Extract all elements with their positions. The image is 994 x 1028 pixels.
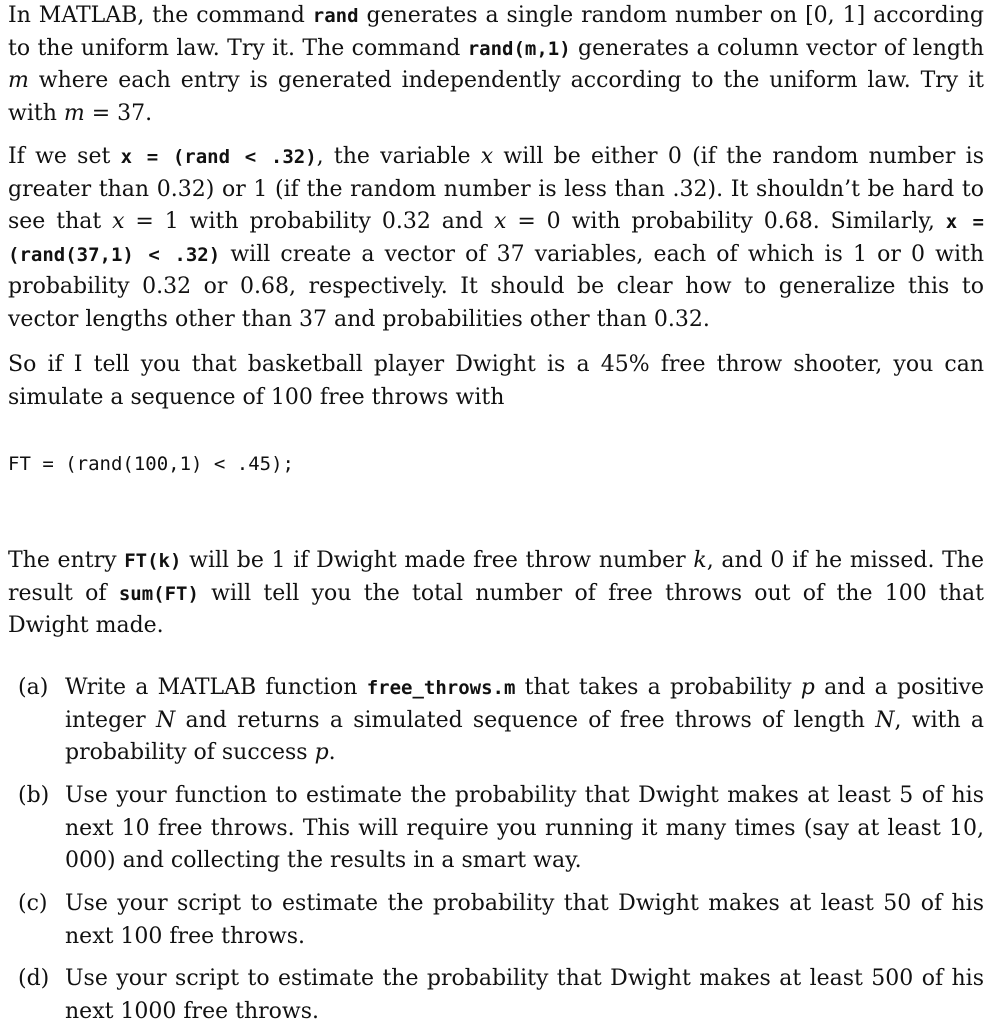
text: In MATLAB, the command (8, 3, 313, 28)
text: = 37. (84, 100, 153, 126)
question-item-a (18, 672, 984, 770)
code-ft-k: FT(k) (124, 550, 182, 572)
item-label: (c) (18, 891, 48, 916)
item-label: (a) (18, 675, 49, 700)
code-free-throws-m: free_throws.m (366, 677, 516, 699)
math-n: N (155, 707, 176, 733)
text: will be 1 if Dwight made free throw number (181, 548, 694, 573)
text: , with a probability of success (65, 707, 984, 766)
code-x-rand-vector: x = (rand(37,1) < .32) (8, 211, 984, 266)
text: will tell you the total number of free throws out of the 100 that Dwight made. (8, 580, 984, 639)
question-item-b (18, 780, 984, 878)
paragraph-ft-entry (8, 545, 984, 643)
text: will be either 0 (if the random number is greater than 0.32) or 1 (if the random number is less than .32). It shouldn’t be hard to see that (8, 144, 984, 235)
code-rand-m-1: rand(m,1) (467, 37, 571, 60)
item-text: Use your function to estimate the probability that Dwight makes at least 5 of his next 10 free throws. This will require you running it many times (say at least 10, 000) and collecting the results in a smart way. (65, 783, 984, 874)
code-rand: rand (312, 5, 359, 27)
question-item-d (18, 963, 984, 1028)
text: and returns a simulated sequence of free throws of length (175, 707, 876, 733)
math-m: m (63, 100, 85, 126)
item-text: Use your script to estimate the probability that Dwight makes at least 50 of his next 100 free throws. (65, 891, 984, 949)
text: and a positive integer (65, 675, 984, 733)
math-m: m (8, 68, 29, 94)
paragraph-rand-intro (8, 0, 984, 130)
text: where each entry is generated independently according to the uniform law. Try it with (8, 68, 984, 126)
code-block-ft: FT = (rand(100,1) < .45); (8, 453, 294, 475)
paragraph-set-x (8, 141, 984, 337)
text: The entry (8, 548, 125, 573)
text: Write a MATLAB function (65, 675, 367, 700)
text: . (328, 740, 336, 766)
paragraph-dwight-intro (8, 349, 984, 414)
item-label: (b) (18, 783, 50, 808)
text: = 1 with probability 0.32 and (124, 209, 495, 235)
text: , the variable (316, 144, 481, 169)
math-x: x (494, 209, 507, 235)
item-text: Use your script to estimate the probability that Dwight makes at least 500 of his next 1000 free throws. (65, 966, 984, 1024)
math-p: p (314, 740, 329, 766)
text: If we set (8, 144, 121, 169)
item-text (65, 672, 984, 770)
text: = 0 with probability 0.68. Similarly, (506, 209, 946, 235)
text: So if I tell you that basketball player Dwight is a 45% free throw shooter, you can simulate a sequence of 100 free throws with (8, 352, 984, 410)
text: will create a vector of 37 variables, each of which is 1 or 0 with probability 0.32 or 0.68, respectively. It should be clear how to generalize this to vector lengths other than 37 and probabilities other than 0.32. (8, 241, 984, 332)
math-x: x (480, 144, 494, 169)
math-x: x (112, 209, 125, 235)
math-n: N (875, 707, 895, 733)
math-k: k (693, 548, 707, 573)
code-sum-ft: sum(FT) (118, 582, 199, 605)
question-item-c (18, 888, 984, 953)
text: generates a single random number on [0, 1] according to the uniform law. Try it. The command (8, 3, 984, 61)
math-p: p (800, 675, 815, 700)
text: generates a column vector of length (570, 35, 984, 61)
item-label: (d) (18, 966, 50, 991)
text: , and 0 if he missed. The result of (8, 548, 984, 606)
text: that takes a probability (515, 675, 801, 700)
code-x-rand: x = (rand < .32) (120, 146, 317, 168)
